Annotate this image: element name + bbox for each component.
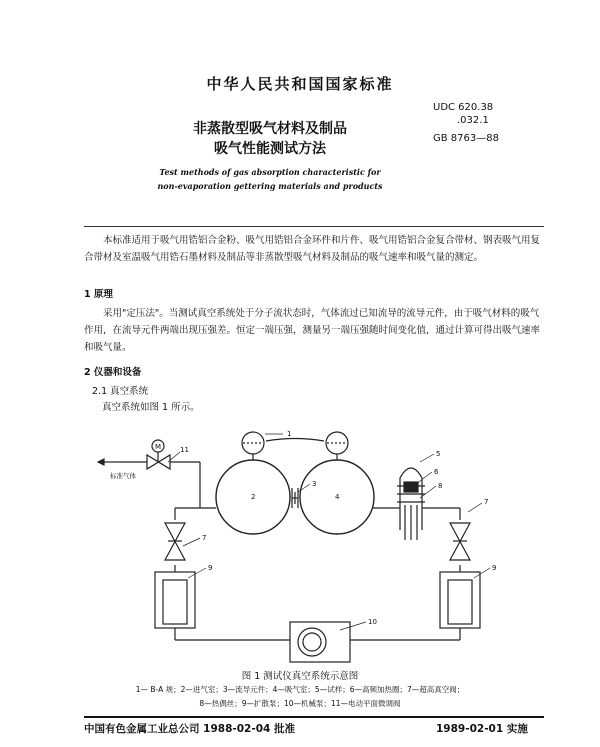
english-title-line1: Test methods of gas absorption characteristic for	[159, 167, 381, 177]
sample	[404, 482, 418, 492]
figure-caption: 图 1 测试仪真空系统示意图	[241, 671, 359, 682]
label-11: 11	[180, 446, 189, 454]
udc-code-line2: .032.1	[457, 115, 489, 126]
label-5: 5	[436, 450, 441, 458]
label-9-left: 9	[208, 564, 213, 572]
figure-legend-line2: 8—热偶丝；9—扩散泵；10—机械泵；11—电动平面微调阀	[199, 699, 401, 708]
label-4: 4	[335, 493, 340, 501]
approval-date: 中国有色金属工业总公司 1988-02-04 批准	[84, 723, 295, 735]
label-1: 1	[287, 430, 292, 438]
mechanical-pump	[290, 622, 350, 662]
label-3: 3	[312, 480, 317, 488]
label-7-right: 7	[484, 498, 489, 506]
section-1-text: 采用"定压法"。当测试真空系统处于分子流状态时，气体流过已知流导的流导元件，由于吸气材料的吸气作用，在流导元件两端出现压强差。恒定一端压强，测量另一端压强随时间变化值，通过计算可得出吸气速率和吸气量。	[84, 308, 541, 353]
english-title-line2: non-evaporation gettering materials and products	[157, 181, 383, 191]
footer-divider	[84, 716, 544, 718]
standard-org-title: 中华人民共和国国家标准	[206, 75, 394, 93]
label-2: 2	[251, 493, 256, 501]
scope-paragraph: 本标准适用于吸气用锆铝合金粉、吸气用锆铝合金环件和片件、吸气用锆铝合金复合带材、钢表吸气用复合带材及室温吸气用锆石墨材料及制品等非蒸散型吸气材料及制品的吸气速率和吸气量的测定。	[84, 235, 541, 263]
gas-inlet-label: 标准气体	[110, 472, 136, 480]
motor-label: M	[155, 443, 162, 451]
section-2-1-heading: 2.1 真空系统	[92, 386, 149, 397]
section-1-heading: 1 原理	[84, 289, 113, 300]
label-7-left: 7	[202, 534, 207, 542]
section-2-1-text: 真空系统如图 1 所示。	[102, 402, 200, 413]
standard-title-line1: 非蒸散型吸气材料及制品	[193, 121, 347, 137]
section-2-heading: 2 仪器和设备	[84, 367, 142, 378]
standard-title-line2: 吸气性能测试方法	[214, 141, 326, 157]
gb-number: GB 8763—88	[433, 133, 499, 144]
effective-date: 1989-02-01 实施	[436, 723, 528, 735]
figure-legend-line1: 1— B-A 规；2—进气室；3—流导元件；4—吸气室；5—试样；6—高频加热圈；7—超高真空阀；	[135, 685, 465, 694]
label-10: 10	[368, 618, 377, 626]
label-6: 6	[434, 468, 439, 476]
label-8: 8	[438, 482, 443, 490]
udc-code-line1: UDC 620.38	[433, 102, 494, 113]
label-9-right: 9	[492, 564, 497, 572]
